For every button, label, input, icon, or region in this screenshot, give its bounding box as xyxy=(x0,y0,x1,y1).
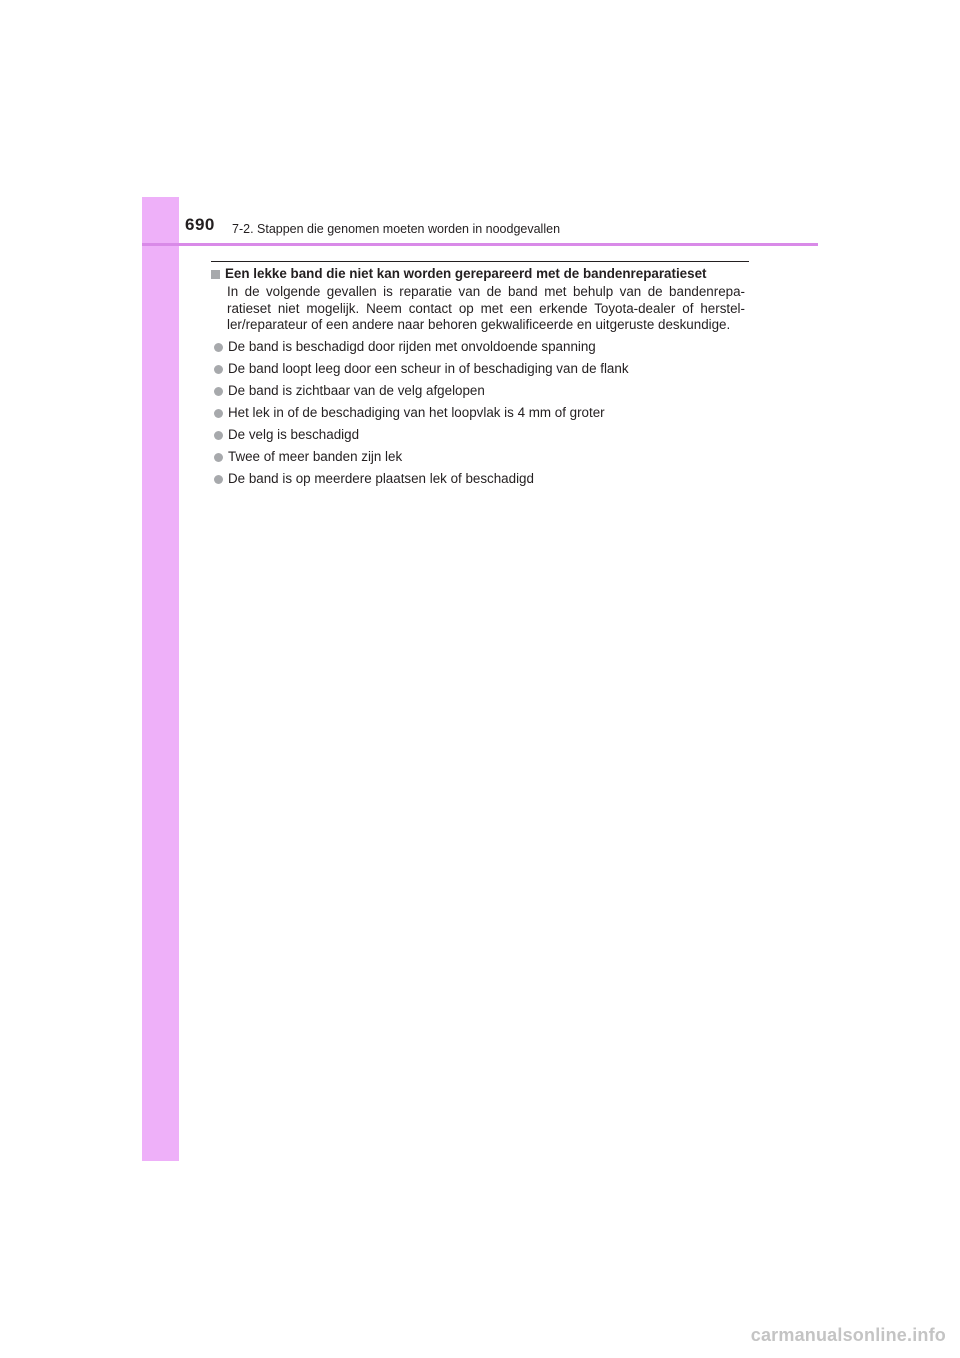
section-divider xyxy=(211,261,749,262)
list-item-text: Het lek in of de beschadiging van het loopvlak is 4 mm of groter xyxy=(228,405,605,421)
section-intro: In de volgende gevallen is reparatie van de band met behulp van de bandenrepa-ratieset niet mogelijk. Neem contact op met een erkende Toyota-dealer of herstel-ler/reparateur of een andere naar behoren gekwalificeerde en uitgeruste deskundige. xyxy=(227,283,745,333)
chapter-tab-sidebar xyxy=(142,197,179,1161)
dot-bullet-icon xyxy=(214,453,223,462)
list-item xyxy=(211,427,745,444)
dot-bullet-icon xyxy=(214,387,223,396)
chapter-title: 7-2. Stappen die genomen moeten worden in noodgevallen xyxy=(232,222,561,236)
list-item-text: De velg is beschadigd xyxy=(228,427,360,443)
header-divider xyxy=(142,243,818,246)
list-item xyxy=(211,471,745,488)
list-item-text: De band loopt leeg door een scheur in of beschadiging van de flank xyxy=(228,361,629,377)
dot-bullet-icon xyxy=(214,475,223,484)
dot-bullet-icon xyxy=(214,365,223,374)
list-item xyxy=(211,449,745,466)
watermark: carmanualsonline.info xyxy=(750,1325,946,1345)
list-item xyxy=(211,339,745,356)
list-item xyxy=(211,405,745,422)
list-item xyxy=(211,361,745,378)
dot-bullet-icon xyxy=(214,343,223,352)
bullet-list xyxy=(211,339,745,488)
list-item xyxy=(211,383,745,400)
section-heading xyxy=(211,266,745,283)
list-item-text: De band is beschadigd door rijden met onvoldoende spanning xyxy=(228,339,596,355)
square-bullet-icon xyxy=(211,270,220,279)
dot-bullet-icon xyxy=(214,409,223,418)
list-item-text: De band is zichtbaar van de velg afgelopen xyxy=(228,383,485,399)
section-content xyxy=(211,266,745,488)
dot-bullet-icon xyxy=(214,431,223,440)
page-number: 690 xyxy=(185,215,215,234)
list-item-text: Twee of meer banden zijn lek xyxy=(228,449,403,465)
list-item-text: De band is op meerdere plaatsen lek of beschadigd xyxy=(228,471,534,487)
section-heading-text: Een lekke band die niet kan worden gerepareerd met de bandenreparatieset xyxy=(225,266,707,281)
